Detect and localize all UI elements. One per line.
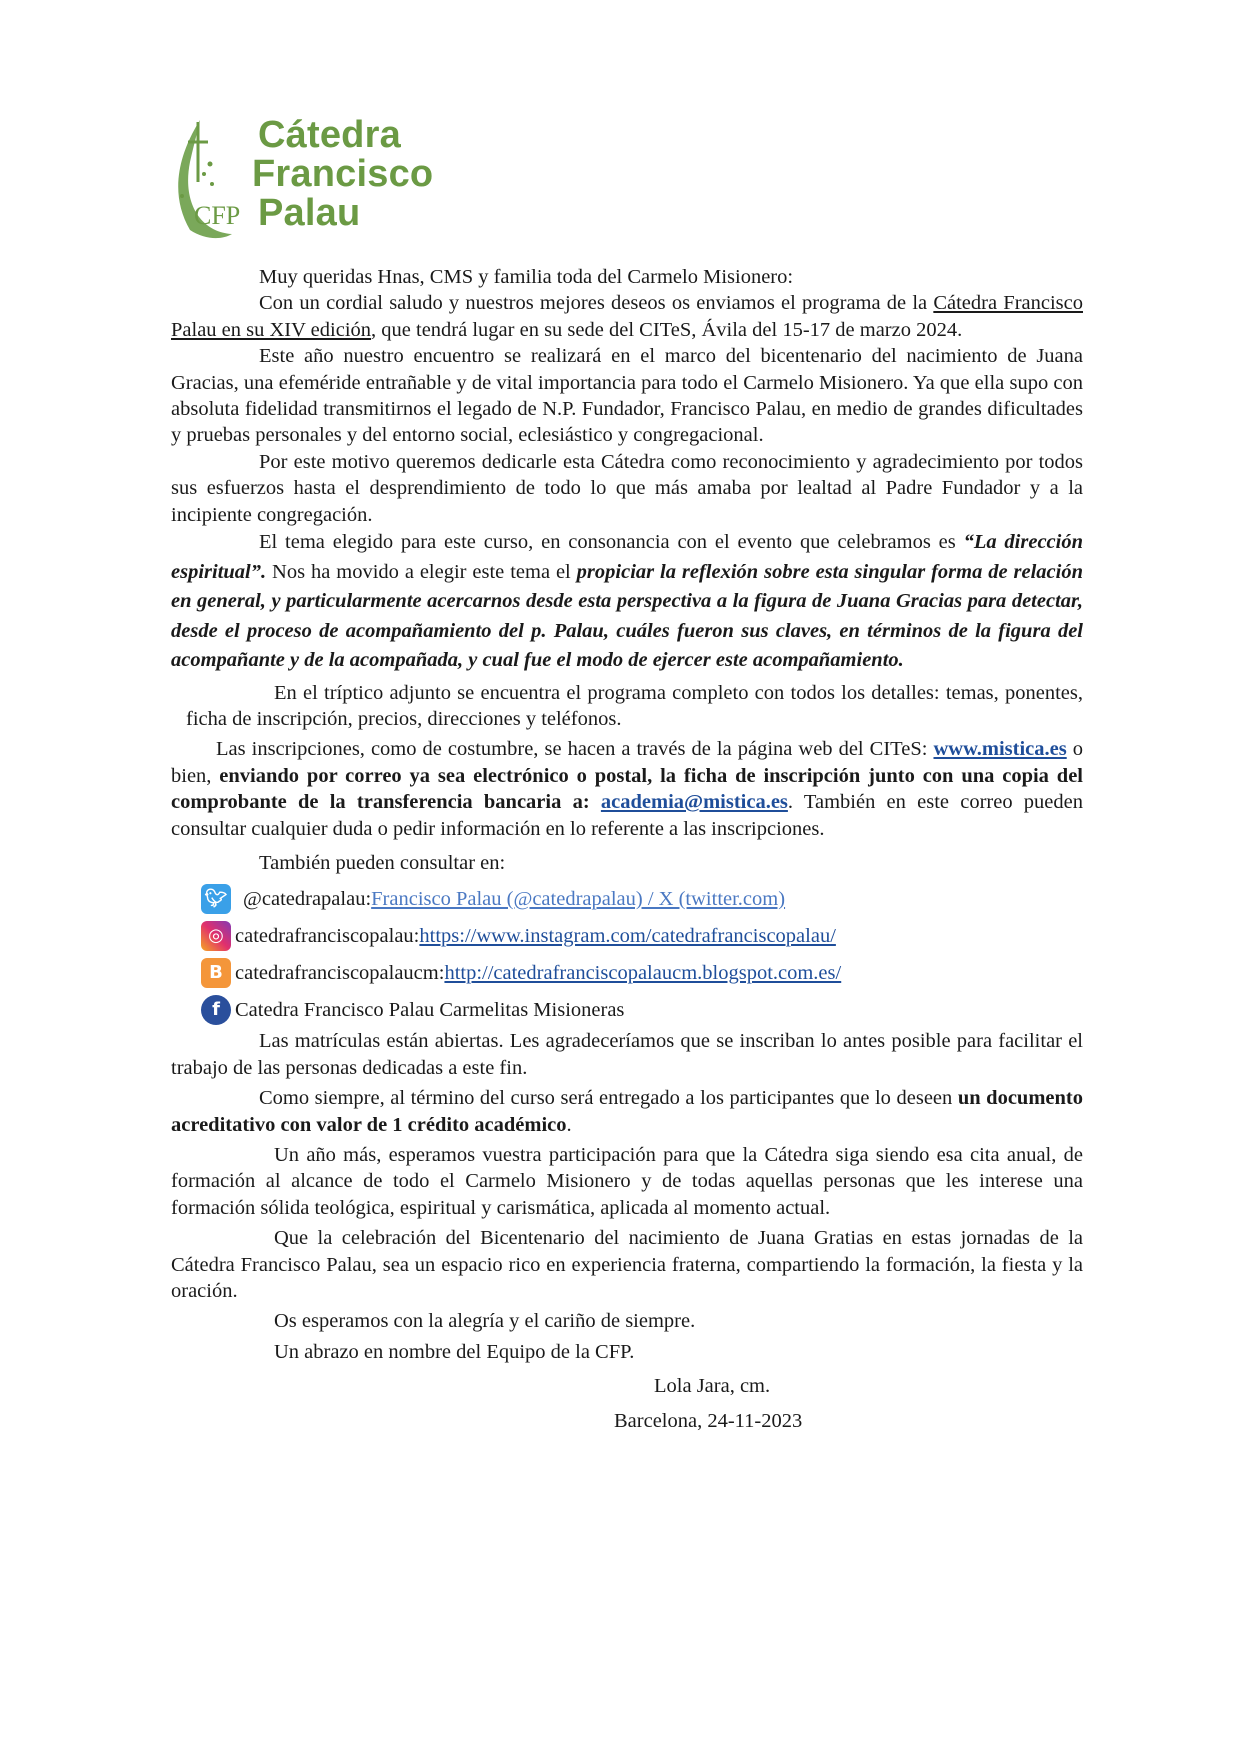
social-row-twitter: [201, 880, 1083, 917]
paragraph-8: [171, 1085, 1083, 1138]
logo-monogram: CFP: [194, 201, 241, 230]
blogger-handle: catedrafranciscopalaucm:: [235, 961, 445, 984]
p8-text-a: Como siempre, al término del curso será entregado a los participantes que lo deseen: [259, 1087, 958, 1110]
blogger-icon: B: [201, 958, 231, 988]
logo-line-2: Francisco: [252, 153, 434, 195]
p1-text-a: Con un cordial saludo y nuestros mejores deseos os enviamos el programa de la: [259, 292, 934, 315]
facebook-handle: Catedra Francisco Palau Carmelitas Misioneras: [235, 998, 625, 1021]
p6-text-a: Las inscripciones, como de costumbre, se hacen a través de la página web del CITeS:: [216, 738, 934, 761]
social-row-blogger: [201, 954, 1083, 991]
twitter-link[interactable]: Francisco Palau (@catedrapalau) / X (twitter.com): [371, 887, 786, 910]
p8-text-b: .: [566, 1113, 572, 1136]
mistica-web-link[interactable]: www.mistica.es: [933, 738, 1067, 761]
p4-text-b: Nos ha movido a elegir este tema el: [266, 560, 577, 583]
paragraph-11: Os esperamos con la alegría y el cariño de siempre.: [274, 1310, 696, 1333]
paragraph-12: Un abrazo en nombre del Equipo de la CFP.: [274, 1340, 635, 1363]
social-row-facebook: [201, 991, 1083, 1028]
blogger-link[interactable]: http://catedrafranciscopalaucm.blogspot.com.es/: [444, 961, 842, 984]
paragraph-1: [171, 290, 1083, 343]
edition-link-text: Cátedra Francisco Palau en su XIV edición: [171, 292, 1083, 341]
paragraph-9: Un año más, esperamos vuestra participación para que la Cátedra siga siendo esa cita anual, de formación al alcance de todo el Carmelo Misionero y de todas aquellas personas que les interese una formación sólida teológica, espiritual y carismática, aplicada al momento actual.: [171, 1144, 1083, 1219]
p1-text-b: , que tendrá lugar en su sede del CITeS, Ávila del 15-17 de marzo 2024.: [371, 318, 963, 341]
greeting: Muy queridas Hnas, CMS y familia toda del Carmelo Misionero:: [259, 266, 794, 288]
logo-line-1: Cátedra: [258, 114, 401, 156]
social-row-instagram: [201, 917, 1083, 954]
logo-wordmark: [252, 114, 458, 234]
academia-email-link[interactable]: academia@mistica.es: [600, 791, 788, 814]
credit-notice: un documento acreditativo con valor de 1 crédito académico: [171, 1087, 1083, 1136]
p6-text-c: . También en este correo pueden consultar cualquier duda o pedir información en lo referente a las inscripciones.: [171, 791, 1084, 840]
p6-bold-text: enviando por correo ya sea electrónico o postal, la ficha de inscripción junto con una copia del comprobante de la transferencia bancaria a:: [171, 764, 1083, 814]
paragraph-10: Que la celebración del Bicentenario del nacimiento de Juana Gratias en estas jornadas de la Cátedra Francisco Palau, sea un espacio rico en experiencia fraterna, compartiendo la formación, la fiesta y la oración.: [171, 1227, 1083, 1303]
theme-title: “La dirección espiritual”.: [171, 531, 1083, 583]
signature: Lola Jara, cm.: [654, 1375, 771, 1398]
p4-text-a: El tema elegido para este curso, en consonancia con el evento que celebramos es: [259, 531, 964, 554]
instagram-icon: ◎: [201, 921, 231, 951]
letter-body: [171, 264, 1083, 1434]
social-links: [171, 880, 1083, 1028]
paragraph-4: [171, 528, 1083, 676]
catedra-logo: [160, 112, 450, 242]
paragraph-3: Por este motivo queremos dedicarle esta Cátedra como reconocimiento y agradecimiento por todos sus esfuerzos hasta el desprendimiento de todo lo que más amaba por lealtad al Padre Fundador y a la incipiente congregación.: [171, 450, 1083, 526]
consult-heading: También pueden consultar en:: [259, 852, 506, 874]
logo-line-3: Palau: [258, 192, 361, 234]
place-date: Barcelona, 24-11-2023: [614, 1409, 803, 1432]
paragraph-6: [171, 736, 1083, 842]
instagram-handle: catedrafranciscopalau:: [235, 924, 420, 947]
paragraph-7: Las matrículas están abiertas. Les agradeceríamos que se inscriban lo antes posible para facilitar el trabajo de las personas dedicadas a este fin.: [171, 1030, 1083, 1079]
twitter-handle: @catedrapalau:: [243, 887, 372, 910]
carmel-emblem-icon: [160, 112, 260, 242]
paragraph-2: Este año nuestro encuentro se realizará en el marco del bicentenario del nacimiento de Juana Gracias, una efeméride entrañable y de vital importancia para todo el Carmelo Misionero. Ya que ella supo con absoluta fidelidad transmitirnos el legado de N.P. Fundador, Francisco Palau, en medio de grandes dificultades y pruebas personales y del entorno social, eclesiástico y congregacional.: [171, 345, 1083, 447]
paragraph-5: En el tríptico adjunto se encuentra el programa completo con todos los detalles: temas, ponentes, ficha de inscripción, precios, direcciones y teléfonos.: [186, 681, 1083, 730]
p4-bold-text: propiciar la reflexión sobre esta singular forma de relación en general, y particularmente acercarnos desde esta perspectiva a la figura de Juana Gracias para detectar, desde el proceso de acompañamiento del p. Palau, cuáles fueron sus claves, en términos de la figura del acompañante y de la acompañada, y cual fue el modo de ejercer este acompañamiento.: [171, 560, 1083, 672]
p6-text-b: o bien,: [171, 738, 1084, 787]
twitter-icon: 🐦︎: [201, 884, 231, 914]
facebook-icon: f: [201, 995, 231, 1025]
instagram-link[interactable]: https://www.instagram.com/catedrafranciscopalau/: [419, 924, 836, 947]
